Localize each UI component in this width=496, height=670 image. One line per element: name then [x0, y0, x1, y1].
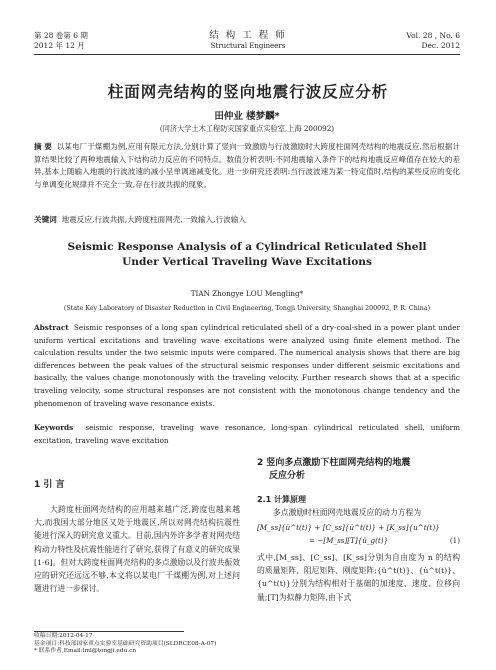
paper-title-cn: 柱面网壳结构的竖向地震行波反应分析 — [107, 83, 389, 101]
section2-text: 式中,[M_ss]、[C_ss]、[K_ss]分别为自由度为 n 的结构的质量矩阵、阻尼矩阵、刚度矩阵;{ü^t(t)}、{u̇^t(t)}、{u^t(t)}分别为结构相对于基础的加速度、速度、位移向量;[T]为拟静力矩阵,由下式 — [257, 553, 460, 602]
section1-text: 大跨度柱面网壳结构的应用越来越广泛,跨度也越来越大,而我国大部分地区又处于地震区,所以对网壳结构抗震性能进行深入的研究意义重大。目前,国内外许多学者对网壳结构动力特性及抗震性能进行了研究,获得了有意义的研究成果[1-6]。但对大跨度柱面网壳结构的多点激励以及行波共振效应的研究还远远不够,本文将以某电厂干煤棚为例,对上述问题进行进一步探讨。 — [34, 505, 240, 594]
equation-1-line2: = −[M_ss][T]{ü_g(t)} — [309, 536, 389, 546]
abstract-cn-label: 摘 要 — [34, 142, 52, 151]
title-en-line2: Under Vertical Traveling Wave Excitations — [122, 256, 372, 268]
keywords-en-text: seismic response, traveling wave resonance, long-span cylindrical reticulated shell, uniform excitation, traveling wave excitation — [34, 423, 460, 445]
abstract-en-text: Seismic responses of a long span cylindrical reticulated shell of a dry-coal-shed in a power plant under uniform vertical excitations and traveling wave excitations were analyzed using finite element method. The calculation results under the two seismic inputs were compared. The numerical analysis shows that there are big differences between the peak values of the structural seismic responses under different seismic excitations and basically, the values change monotonously with the traveling velocity. Further research shows that at a specific traveling velocity, some structural responses are not consistent with the monotonous change tendency and the phenomenon of traveling wave resonance exists. — [34, 323, 461, 408]
footnote-rule — [34, 631, 184, 632]
affiliation-en: (State Key Laboratory of Disaster Reduction in Civil Engineering, Tongji University, Shanghai 200092, P. R. China) — [63, 305, 431, 312]
volume-en: Vol. 28 , No. 6 — [406, 31, 460, 40]
journal-en: Structural Engineers — [210, 42, 286, 50]
keywords-cn-text: 地震反应,行波共振,大跨度柱面网壳,一致输入,行波输入 — [61, 215, 246, 224]
equation-1-line2-wrap — [257, 534, 460, 547]
authors-cn: 田仲业 楼梦麟* — [214, 111, 280, 122]
abstract-cn — [34, 141, 460, 191]
abstract-cn-text: 以某电厂干煤棚为例,应用有限元方法,分别计算了竖向一致激励与行波激励时大跨度柱面网壳结构的地震反应,然后根据计算结果比较了两种地震输入下结构动力反应的不同特点。数值分析表明:不同地震输入条件下的结构地震反应峰值存在较大的差异,基本上随输入地震的行波波速的减小呈单调递减变化。进一步研究还表明:当行波波速为某一特定值时,结构的某些反应的变化与单调变化规律并不完全一致,存在行波共振的现象。 — [34, 142, 460, 189]
volume-cn: 第 28 卷第 6 期 — [34, 31, 88, 40]
section2-intro: 多点激励时柱面网壳地震反应的动力方程为 — [273, 508, 422, 517]
paper-title-en — [34, 240, 460, 270]
equation-1-number: (1) — [449, 536, 460, 546]
section1-heading: 1 引 言 — [34, 480, 65, 490]
equation-1-line1: [M_ss]{ü^t(t)} + [C_ss]{u̇^t(t)} + [K_ss]{u^t(t)} — [257, 523, 440, 532]
title-en-line1: Seismic Response Analysis of a Cylindrical Reticulated Shell — [67, 241, 427, 253]
affiliation-cn: (同济大学土木工程防灾国家重点实验室,上海 200092) — [159, 124, 335, 133]
abstract-en-label: Abstract — [34, 323, 69, 332]
section2-heading-line2: 反应分析 — [269, 471, 306, 481]
footnote-fund: 基金项目:科技部国家重点实验室基础研究资助项目(SLDRCE08-A-07) — [34, 640, 217, 647]
keywords-en — [34, 422, 460, 447]
footnotes — [34, 633, 254, 656]
date-en: Dec. 2012 — [421, 41, 460, 50]
header-rule — [34, 54, 460, 55]
keywords-cn-label: 关键词 — [34, 215, 57, 224]
keywords-en-label: Keywords — [34, 423, 74, 432]
journal-cn: 结 构 工 程 师 — [209, 30, 287, 41]
issue-info-en — [406, 31, 460, 51]
abstract-en — [34, 322, 460, 410]
section2-heading-line1: 2 竖向多点激励下柱面网壳结构的地震 — [257, 458, 411, 468]
section2-heading — [257, 457, 460, 483]
keywords-cn — [34, 214, 460, 227]
authors-en: TIAN Zhongye LOU Mengling* — [190, 289, 304, 298]
equation-1 — [257, 521, 460, 547]
date-cn: 2012 年 12 月 — [34, 41, 85, 50]
footnote-received: 收稿日期:2012-04-17 — [34, 633, 93, 639]
subsection-2-1-heading: 2.1 计算原理 — [257, 495, 306, 504]
footnote-contact: * 联系作者,Email:lml@tongji.edu.cn — [34, 648, 137, 655]
